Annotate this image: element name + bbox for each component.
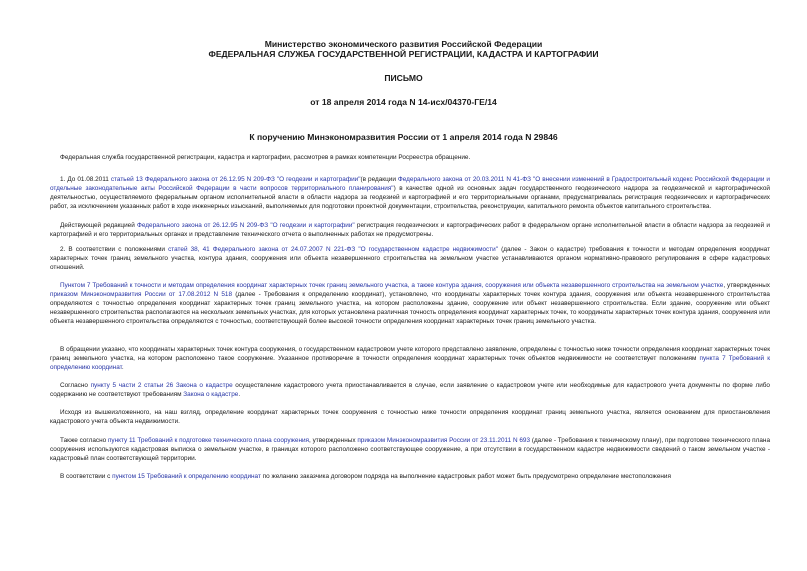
link-point-11-requirements[interactable]: пункту 11 Требований к подготовке технического плана сооружения xyxy=(107,437,310,444)
paragraph-intro xyxy=(50,153,770,162)
paragraph-item-2 xyxy=(50,245,770,272)
paragraph-current-edition xyxy=(50,221,770,239)
link-point-7[interactable]: пункта 7 Требований к определению координат xyxy=(50,355,771,371)
text: 1. До 01.08.2011 xyxy=(60,176,111,183)
text: (далее - Закон о кадастре) требования к точности и методам определения координат характерных точек границ земельного участка, контура здания, сооружения или объекта незавершенного строительства на земельном участке устанавливаются органом нормативно-правового регулирования в сфере кадастровых отношений. xyxy=(50,246,770,271)
text: В обращении указано, что координаты характерных точек контура сооружения, о государственном кадастровом учете которого представлено заявление, определены с точностью ниже точности определения координат характерных точек границ земельного участка, на котором расположено такое сооружение. Указанное противоречие в точности определения координат характерных точек объектов недвижимости не соответствует положениям xyxy=(50,346,770,362)
link-point-15[interactable]: пунктом 15 Требований к определению координат xyxy=(112,473,261,480)
text: Федеральная служба государственной регистрации, кадастра и картографии, рассмотрев в рамках компетенции Росреестра обращение. xyxy=(60,154,471,161)
paragraph-conclusion xyxy=(50,408,770,426)
text: . xyxy=(121,364,124,371)
text: (далее - Требования к определению координат), установлено, что координаты характерных точек контура здания, сооружения или объекта незавершенного строительства определяются с точностью определения координат характерных точек границ земельного участка, на котором расположены здание, сооружение или объект незавершенного строительства. Если здание, сооружение или объект незавершенного строительства располагаются на нескольких земельных участках, для которых установлена различная точность определения координат характерных точек, то координаты характерных точек контура здания, сооружения или объекта незавершенного строительства определяются с точностью, соответствующей более высокой точности определения координат характерных точек границ земельного участка. xyxy=(50,291,770,325)
link-point-7-requirements[interactable]: Пунктом 7 Требований к точности и методам определения координат характерных точек границ земельного участка, а также контура здания, сооружения или объекта незавершенного строительства на земельном участке xyxy=(60,282,724,289)
link-law-209-fz[interactable]: Федерального закона от 26.12.95 N 209-ФЗ "О геодезии и картографии" xyxy=(137,222,355,229)
text: В соответствии с xyxy=(60,473,113,480)
text: (далее - Требования к техническому плану), при подготовке технического плана сооружения используются кадастровая выписка о земельном участке, в границах которого расположено соответствующее сооружение, а при отсутствии в государственном кадастре недвижимости сведений о таком земельном участке - кадастровый план соответствующей территории. xyxy=(50,437,771,462)
text: . xyxy=(238,391,241,398)
text: регистрация геодезических и картографических работ в федеральном органе исполнительной власти в области надзора за геодезией и картографией и его территориальных органах и представление технического отчета о выполненных работах не предусмотрены. xyxy=(50,222,770,238)
paragraph-technical-plan xyxy=(50,436,770,463)
text: , утвержденных xyxy=(723,282,770,289)
text: Также согласно xyxy=(60,437,108,444)
link-cadastre-law[interactable]: Закона о кадастре xyxy=(183,391,239,398)
paragraph-point-7 xyxy=(50,281,770,326)
document-date-number: от 18 апреля 2014 года N 14-исх/04370-ГЕ/14 xyxy=(310,97,497,107)
link-law-41-fz[interactable]: Федерального закона от 20.03.2011 N 41-ФЗ "О внесении изменений в Градостроительный кодекс Российской Федерации и отдельные законодательные акты Российской Федерации в части вопросов территориального планирования" xyxy=(50,176,771,192)
text: (в редакции xyxy=(360,176,398,183)
link-law-221-fz[interactable]: статей 38, 41 Федерального закона от 24.07.2007 N 221-ФЗ "О государственном кадастре недвижимости" xyxy=(168,246,498,253)
paragraph-article-26 xyxy=(50,381,770,399)
link-law-209-article-13[interactable]: статьей 13 Федерального закона от 26.12.95 N 209-ФЗ "О геодезии и картографии" xyxy=(110,176,361,183)
text: ) в качестве одной из основных задач государственного геодезического надзора за геодезической и картографической деятельностью, осуществляемого федеральным органом исполнительной власти в области надзора за геодезией и картографией и его территориальными органами, предусматривалась регистрация геодезических и картографических работ, за исключением указанных работ в ходе инженерных изысканий, выполняемых для подготовки проектной документации, строительства, реконструкции, капитального ремонта объектов капитального строительства. xyxy=(50,185,770,210)
text: , утвержденных xyxy=(309,437,358,444)
ministry-name: Министерство экономического развития Российской Федерации xyxy=(264,39,543,49)
service-name: ФЕДЕРАЛЬНАЯ СЛУЖБА ГОСУДАРСТВЕННОЙ РЕГИСТРАЦИИ, КАДАСТРА И КАРТОГРАФИИ xyxy=(208,49,599,59)
link-article-26[interactable]: пункту 5 части 2 статьи 26 Закона о кадастре xyxy=(90,382,233,389)
text: по желанию заказчика договором подряда на выполнение кадастровых работ может быть предусмотрено определение местоположения xyxy=(260,473,671,480)
text: Исходя из вышеизложенного, на наш взгляд, определение координат характерных точек сооружения с точностью ниже точности определения координат границ земельного участка, является основанием для приостановления кадастрового учета объекта недвижимости. xyxy=(50,409,770,425)
text: 2. В соответствии с положениями xyxy=(60,246,169,253)
text: осуществление кадастрового учета приостанавливается в случае, если заявление о кадастровом учете или необходимые для кадастрового учета документы по форме либо содержанию не соответствуют требованиям xyxy=(50,382,770,398)
document-subject: К поручению Минэкономразвития России от 1 апреля 2014 года N 29846 xyxy=(249,132,558,142)
paragraph-appeal xyxy=(50,345,770,372)
text: Действующей редакцией xyxy=(60,222,138,229)
text: Согласно xyxy=(60,382,91,389)
document-type: ПИСЬМО xyxy=(384,73,423,83)
paragraph-item-1 xyxy=(50,175,770,211)
link-order-518[interactable]: приказом Минэкономразвития России от 17.08.2012 N 518 xyxy=(50,291,233,298)
paragraph-point-15 xyxy=(50,472,770,481)
link-order-693[interactable]: приказом Минэкономразвития России от 23.11.2011 N 693 xyxy=(357,437,531,444)
